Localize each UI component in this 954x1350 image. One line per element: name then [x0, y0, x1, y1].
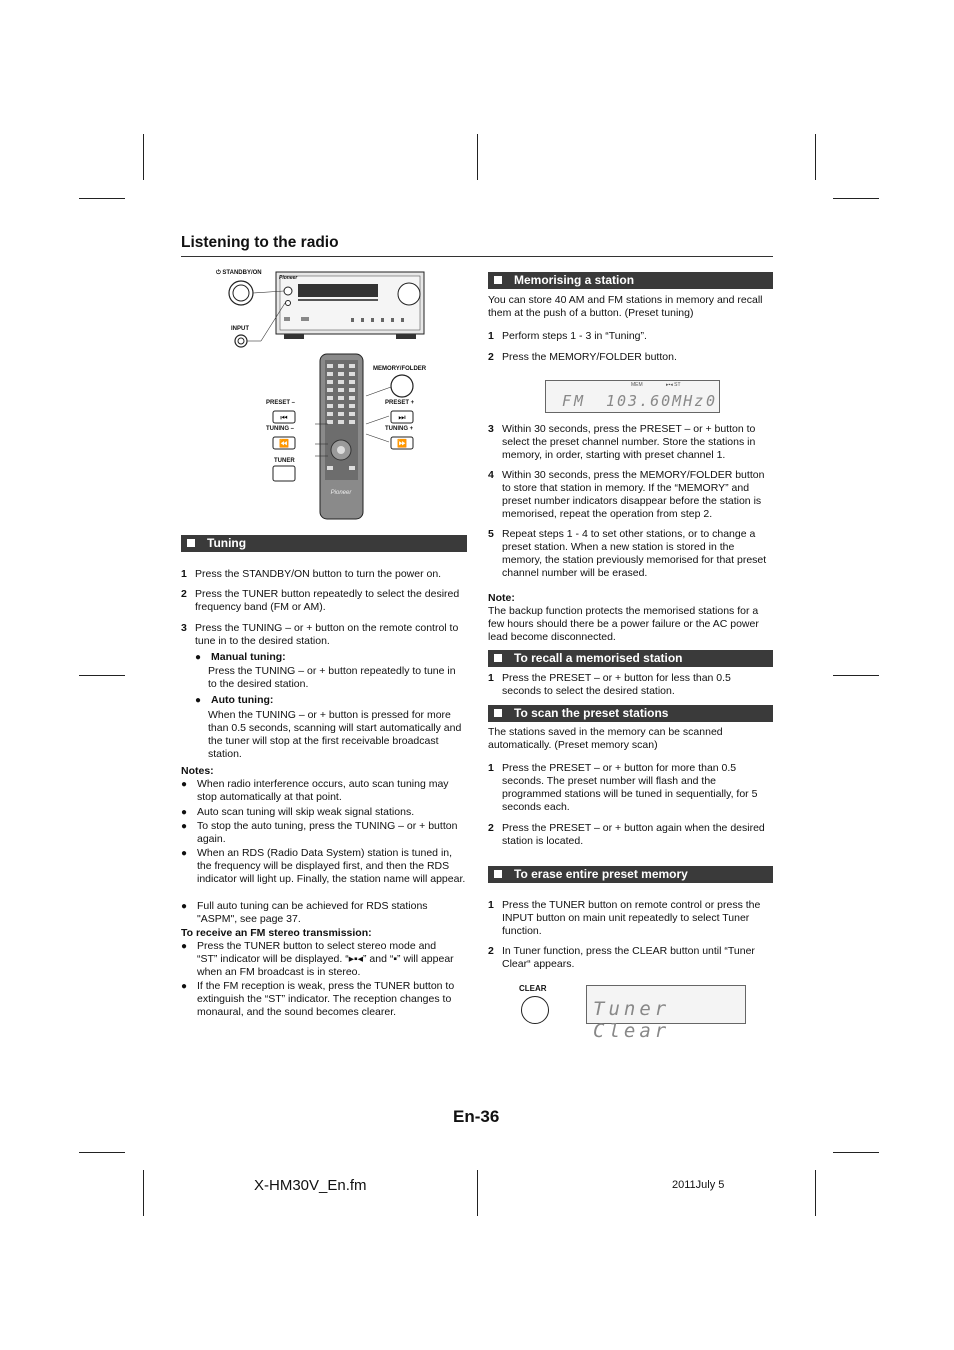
memorising-step: 4 Within 30 seconds, press the MEMORY/FOLDER button to store that station in memory. If the “MEMORY” and preset number indicators disappear before the station is memorised, repeat the operation from step 2. — [488, 469, 765, 520]
lcd-clear-text: Tuner Clear — [593, 998, 671, 1042]
preset-minus-label: PRESET – — [266, 400, 296, 406]
memory-folder-label: MEMORY/FOLDER — [373, 366, 427, 372]
note-item: ● Full auto tuning can be achieved for RDS stations "ASPM", see page 37. — [181, 900, 428, 925]
bullet-icon: ● — [181, 779, 188, 790]
device-illustration — [181, 266, 467, 524]
crop-mark — [79, 198, 125, 199]
bullet-icon: ● — [195, 695, 202, 706]
bullet-icon: ● — [181, 941, 188, 952]
manual-tuning-text: Press the TUNING – or + button repeatedly to tune in to the desired station. — [208, 665, 456, 690]
note-item: ● Auto scan tuning will skip weak signal stations. — [181, 806, 415, 818]
crop-mark — [833, 675, 879, 676]
tuner-label: TUNER — [274, 458, 295, 464]
lcd-st-indicator: ▸▪◂ ST — [666, 382, 681, 388]
svg-text:⏮: ⏮ — [280, 413, 288, 422]
note-item: ● When radio interference occurs, auto scan tuning may stop automatically at that point. — [181, 778, 449, 803]
square-icon — [187, 539, 195, 547]
crop-mark — [815, 1170, 816, 1216]
crop-mark — [815, 134, 816, 180]
svg-text:Pioneer: Pioneer — [330, 490, 352, 496]
erase-step: 1 Press the TUNER button on remote control or press the INPUT button on main unit repeatedly to select Tuner function. — [488, 899, 761, 937]
scan-step: 2 Press the PRESET – or + button again when the desired station is located. — [488, 822, 765, 847]
lcd-display-clear — [586, 985, 746, 1042]
tuning-step: 3 Press the TUNING – or + button on the remote control to tune in to the desired station. — [181, 622, 459, 647]
erase-step: 2 In Tuner function, press the CLEAR button until “Tuner Clear“ appears. — [488, 945, 755, 970]
tuning-step: 2 Press the TUNER button repeatedly to select the desired frequency band (FM or AM). — [181, 588, 460, 613]
bullet-icon: ● — [181, 807, 188, 818]
stereo-item: ● If the FM reception is weak, press the TUNER button to extinguish the “ST” indicator. The reception changes to monaural, and the sound becomes clearer. — [181, 980, 455, 1018]
square-icon — [494, 870, 502, 878]
stereo-item: ● Press the TUNER button to select stereo mode and “ST” indicator will be displayed. “▸▪◂” and “▪” will appear when an FM broadcast is in stereo. — [181, 940, 454, 978]
preset-plus-label: PRESET + — [385, 400, 415, 406]
memorising-step: 5 Repeat steps 1 - 4 to set other stations, or to change a preset station. When a new station is stored in the memory, the station previously memorised for that preset channel number will be erased. — [488, 528, 767, 579]
memorising-note-text: The backup function protects the memorised stations for a few hours should there be a power failure or the AC power lead become disconnected. — [488, 605, 759, 643]
tuning-step: 1 Press the STANDBY/ON button to turn the power on. — [181, 568, 442, 580]
tuning-minus-label: TUNING – — [266, 426, 295, 432]
section-header-recall: To recall a memorised station — [488, 650, 773, 667]
stereo-title: To receive an FM stereo transmission: — [181, 927, 372, 939]
crop-mark — [833, 198, 879, 199]
memorising-note-title: Note: — [488, 592, 515, 604]
scan-intro: The stations saved in the memory can be scanned automatically. (Preset memory scan) — [488, 726, 723, 751]
footer-date: 2011July 5 — [672, 1179, 725, 1191]
lcd-band: FM — [562, 392, 587, 410]
note-item: ● To stop the auto tuning, press the TUNING – or + button again. — [181, 820, 458, 845]
crop-mark — [143, 134, 144, 180]
section-header-scan: To scan the preset stations — [488, 705, 773, 722]
memorising-step: 3 Within 30 seconds, press the PRESET – or + button to select the preset channel number. Store the stations in memory, in order, starting with preset channel 1. — [488, 423, 756, 461]
clear-button-icon — [521, 996, 549, 1024]
footer-filename: X-HM30V_En.fm — [254, 1177, 367, 1194]
crop-mark — [833, 1152, 879, 1153]
bullet-icon: ● — [195, 652, 202, 663]
manual-tuning-item: ● Manual tuning: — [195, 651, 286, 663]
svg-text:⏪: ⏪ — [279, 439, 289, 448]
svg-text:⏭: ⏭ — [398, 413, 406, 422]
memorising-step: 2 Press the MEMORY/FOLDER button. — [488, 351, 677, 363]
page-title: Listening to the radio — [181, 234, 339, 251]
crop-mark — [477, 1170, 478, 1216]
auto-tuning-text: When the TUNING – or + button is pressed for more than 0.5 seconds, scanning will start automatically and the tuner will stop at the first receivable broadcast station. — [208, 709, 462, 760]
section-header-tuning: Tuning — [181, 535, 467, 552]
svg-text:⏩: ⏩ — [397, 439, 407, 448]
title-rule — [181, 256, 773, 257]
standby-label: ⏻ STANDBY/ON — [216, 270, 262, 276]
brand-logo: Pioneer — [279, 275, 298, 281]
section-header-memorising: Memorising a station — [488, 272, 773, 289]
notes-title: Notes: — [181, 765, 214, 777]
lcd-frequency: 103.60MHz — [606, 392, 706, 410]
square-icon — [494, 276, 502, 284]
crop-mark — [143, 1170, 144, 1216]
auto-tuning-item: ● Auto tuning: — [195, 694, 274, 706]
tuning-plus-label: TUNING + — [385, 426, 414, 432]
lcd-preset-number: 0 — [706, 392, 719, 410]
bullet-icon: ● — [181, 848, 188, 859]
crop-mark — [79, 675, 125, 676]
page-number: En-36 — [453, 1107, 500, 1126]
square-icon — [494, 654, 502, 662]
clear-label: CLEAR — [519, 984, 547, 993]
square-icon — [494, 709, 502, 717]
bullet-icon: ● — [181, 821, 188, 832]
section-header-erase: To erase entire preset memory — [488, 866, 773, 883]
bullet-icon: ● — [181, 981, 188, 992]
memorising-intro: You can store 40 AM and FM stations in memory and recall them at the push of a button. (Preset tuning) — [488, 294, 763, 319]
lcd-mem-indicator: MEM — [631, 382, 643, 388]
scan-step: 1 Press the PRESET – or + button for more than 0.5 seconds. The preset number will flash and the programmed stations will be tuned in sequentially, for 5 seconds each. — [488, 762, 758, 813]
recall-step: 1 Press the PRESET – or + button for less than 0.5 seconds to select the desired station. — [488, 672, 731, 697]
input-label: INPUT — [231, 326, 249, 332]
memorising-step: 1 Perform steps 1 - 3 in “Tuning”. — [488, 330, 647, 342]
note-item: ● When an RDS (Radio Data System) station is tuned in, the frequency will be displayed first, and then the RDS indicator will light up. Finally, the station name will appear. — [181, 847, 466, 885]
bullet-icon: ● — [181, 901, 188, 912]
lcd-display-memory — [545, 380, 720, 413]
device-figure — [181, 266, 467, 524]
crop-mark — [477, 134, 478, 180]
crop-mark — [79, 1152, 125, 1153]
